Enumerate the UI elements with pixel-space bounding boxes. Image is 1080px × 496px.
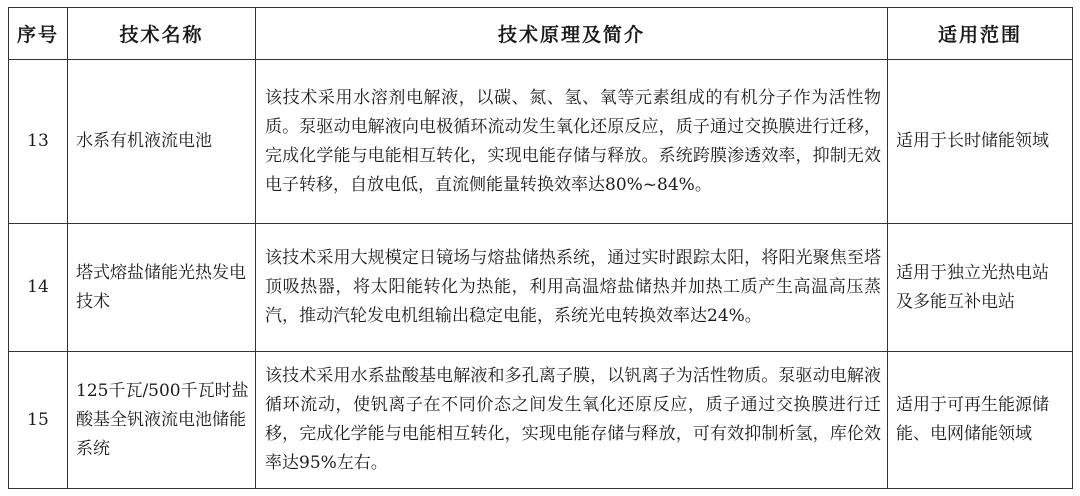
header-serial-number: 序号 [9, 8, 68, 60]
technology-table-container [8, 7, 1072, 489]
header-principle-description: 技术原理及简介 [256, 8, 888, 60]
header-technology-name: 技术名称 [68, 8, 256, 60]
row-application-scope: 适用于长时储能领域 [888, 60, 1073, 224]
row-principle-description: 该技术采用水溶剂电解液，以碳、氮、氢、氧等元素组成的有机分子作为活性物质。泵驱动电解液向电极循环流动发生氧化还原反应，质子通过交换膜进行迁移，完成化学能与电能相互转化，实现电能存储与释放。系统跨膜渗透效率，抑制无效电子转移，自放电低，直流侧能量转换效率达80%~84%。 [256, 60, 888, 224]
row-serial-number: 13 [9, 60, 68, 224]
row-technology-name: 125千瓦/500千瓦时盐酸基全钒液流电池储能系统 [68, 352, 256, 489]
row-technology-name: 塔式熔盐储能光热发电技术 [68, 224, 256, 352]
table-header-row [9, 8, 1073, 60]
table-row [9, 352, 1073, 489]
technology-table [8, 7, 1073, 489]
row-principle-description: 该技术采用大规模定日镜场与熔盐储热系统，通过实时跟踪太阳，将阳光聚焦至塔顶吸热器，将太阳能转化为热能，利用高温熔盐储热并加热工质产生高温高压蒸汽，推动汽轮发电机组输出稳定电能，系统光电转换效率达24%。 [256, 224, 888, 352]
table-row [9, 60, 1073, 224]
row-application-scope: 适用于可再生能源储能、电网储能领域 [888, 352, 1073, 489]
row-serial-number: 15 [9, 352, 68, 489]
row-principle-description: 该技术采用水系盐酸基电解液和多孔离子膜，以钒离子为活性物质。泵驱动电解液循环流动，使钒离子在不同价态之间发生氧化还原反应，质子通过交换膜进行迁移，完成化学能与电能相互转化，实现电能存储与释放，可有效抑制析氢，库伦效率达95%左右。 [256, 352, 888, 489]
row-serial-number: 14 [9, 224, 68, 352]
header-application-scope: 适用范围 [888, 8, 1073, 60]
table-row [9, 224, 1073, 352]
row-application-scope: 适用于独立光热电站及多能互补电站 [888, 224, 1073, 352]
row-technology-name: 水系有机液流电池 [68, 60, 256, 224]
